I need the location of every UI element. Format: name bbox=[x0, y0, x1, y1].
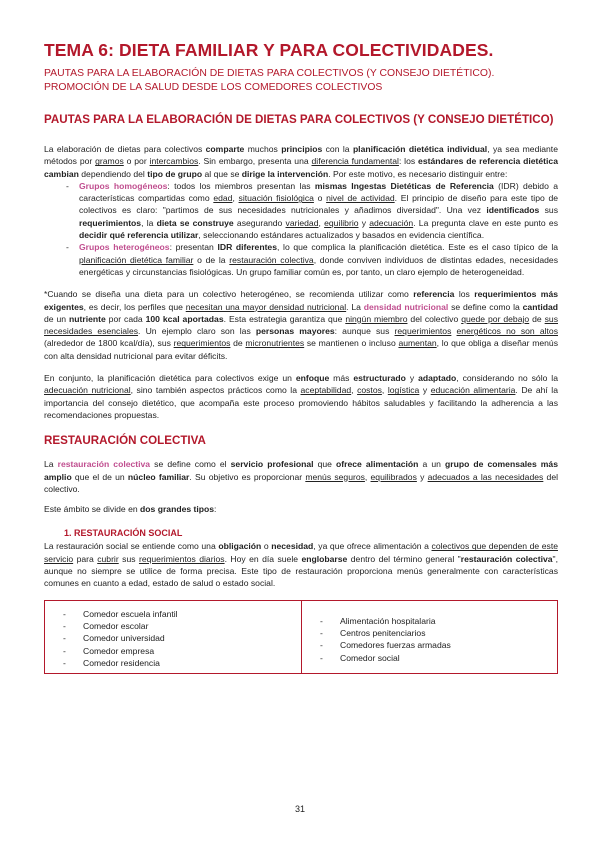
page-number: 31 bbox=[294, 804, 305, 814]
term-heterogeneous: Grupos heterogéneos bbox=[79, 242, 170, 253]
list-item: - Centros penitenciarios bbox=[320, 627, 557, 639]
paragraph-restauracion-social: La restauración social se entiende como una obligación o necesidad, ya que ofrece alimentación a colectivos que dependen de este servicio para cubrir sus requerimientos diarios. Hoy en día suele englobarse dentro del término general "restauración colectiva", aunque no siempre se utilice de forma precisa. Este tipo de restauración proporciona menús generalmente con características comunes en cuanto a edad, estado de salud o estado social. bbox=[44, 541, 558, 589]
term-densidad-nutricional: densidad nutricional bbox=[363, 301, 449, 312]
term-homogeneous: Grupos homogéneos bbox=[79, 180, 168, 191]
paragraph-types: Este ámbito se divide en dos grandes tipos: bbox=[44, 504, 217, 515]
list-item: - Alimentación hospitalaria bbox=[320, 615, 557, 627]
table-column-right bbox=[301, 601, 557, 673]
subtitle-2: PROMOCIÓN DE LA SALUD DESDE LOS COMEDORES COLECTIVOS bbox=[44, 82, 383, 93]
subheading-restauracion-social: 1. RESTAURACIÓN SOCIAL bbox=[64, 528, 183, 539]
paragraph-note: *Cuando se diseña una dieta para un colectivo heterogéneo, se recomienda utilizar como referencia los requerimientos más exigentes, es decir, los perfiles que necesitan una mayor densidad nutricional. La densidad nutricional se define como la cantidad de un nutriente por cada 100 kcal aportadas. Esta estrategia garantiza que ningún miembro del colectivo quede por debajo de sus necesidades esenciales. Un ejemplo claro son las personas mayores: aunque sus requerimientos energéticos no son altos (alrededor de 1800 kcal/día), sus requerimientos de micronutrientes se mantienen o incluso aumentan, lo que obliga a diseñar menús con alta densidad nutricional para evitar déficits. bbox=[44, 289, 559, 361]
social-restaurant-table bbox=[44, 600, 558, 674]
list-item-homogeneous: - Grupos homogéneos: todos los miembros presentan las mismas Ingestas Dietéticas de Referencia (IDR) debido a características compartidas como edad, situación fisiológica o nivel de actividad. El principio de diseño para este tipo de colectivos es claro: "partimos de sus necesidades nutricionales y añadimos diversidad". Una vez identificados sus requerimientos, la dieta se construye asegurando variedad, equilibrio y adecuación. La pregunta clave en este punto es decidir qué referencia utilizar, seleccionando estándares actualizados y basados en evidencia científica. bbox=[66, 180, 558, 241]
paragraph-conclusion: En conjunto, la planificación dietética para colectivos exige un enfoque más estructurado y adaptado, considerando no sólo la adecuación nutricional, sino también aspectos prácticos como la aceptabilidad, costos, logística y educación alimentaria. De ahí la importancia del consejo dietético, que acompaña este proceso promoviendo hábitos saludables y facilitando la adherencia a las recomendaciones propuestas. bbox=[44, 373, 559, 420]
paragraph-intro: La elaboración de dietas para colectivos comparte muchos principios con la planificación dietética individual, ya sea mediante métodos por gramos o por intercambios. Sin embargo, presenta una diferencia fundamental: los estándares de referencia dietética cambian dependiendo del tipo de grupo al que se dirige la intervención. Por este motivo, es necesario distinguir entre: bbox=[44, 144, 558, 179]
list-item: - Comedor escuela infantil bbox=[63, 608, 301, 620]
document-page bbox=[44, 40, 558, 674]
page-title: TEMA 6: DIETA FAMILIAR Y PARA COLECTIVIDADES. bbox=[44, 40, 494, 60]
paragraph-restauracion-definition: La restauración colectiva se define como el servicio profesional que ofrece alimentación a un grupo de comensales más amplio que el de un núcleo familiar. Su objetivo es proporcionar menús seguros, equilibrados y adecuados a las necesidades del colectivo. bbox=[44, 459, 559, 494]
list-item: - Comedor social bbox=[320, 652, 557, 664]
group-type-list bbox=[44, 180, 558, 278]
list-item: - Comedor universidad bbox=[63, 632, 301, 644]
list-item: - Comedor escolar bbox=[63, 620, 301, 632]
section-heading-pautas: PAUTAS PARA LA ELABORACIÓN DE DIETAS PARA COLECTIVOS (Y CONSEJO DIETÉTICO) bbox=[44, 113, 554, 126]
table-column-left bbox=[45, 601, 301, 673]
list-item-heterogeneous: - Grupos heterogéneos: presentan IDR diferentes, lo que complica la planificación dietética. Este es el caso típico de la planificación dietética familiar o de la restauración colectiva, donde conviven individuos de distintas edades, necesidades energéticas y circunstancias fisiológicas. Un grupo familiar común es, por tanto, un claro ejemplo de heterogeneidad. bbox=[66, 241, 558, 278]
subtitle-1: PAUTAS PARA LA ELABORACIÓN DE DIETAS PARA COLECTIVOS (Y CONSEJO DIETÉTICO). bbox=[44, 68, 495, 79]
list-item: - Comedor empresa bbox=[63, 645, 301, 657]
list-item: - Comedor residencia bbox=[63, 657, 301, 669]
term-restauracion-colectiva: restauración colectiva bbox=[57, 459, 151, 470]
list-item: - Comedores fuerzas armadas bbox=[320, 639, 557, 651]
section-heading-restauracion: RESTAURACIÓN COLECTIVA bbox=[44, 434, 206, 448]
